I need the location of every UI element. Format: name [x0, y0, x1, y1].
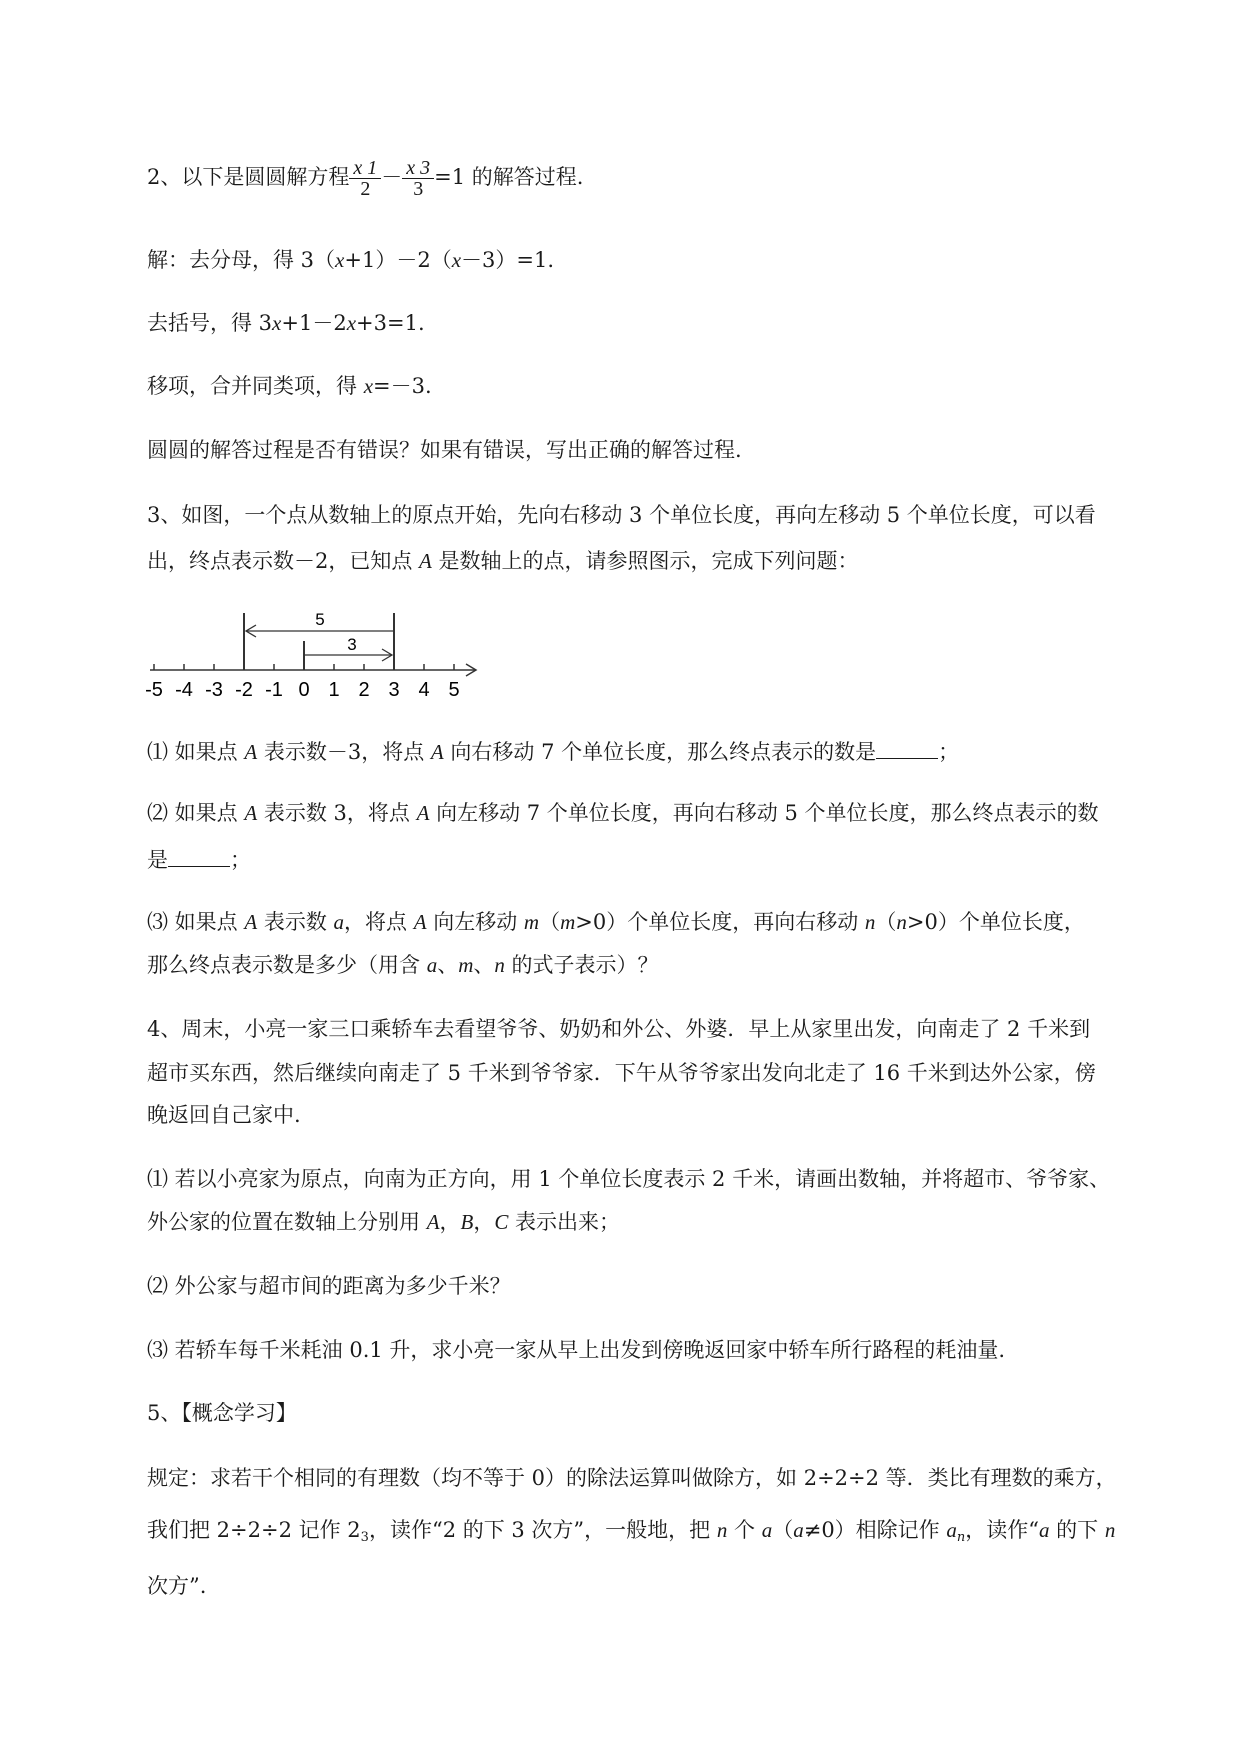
fraction-1-numerator: x 1 [349, 158, 381, 179]
arrow-long-label: 5 [315, 610, 325, 629]
text: 晚返回自己家中. [147, 1103, 301, 1127]
q3-intro-line2 [147, 551, 859, 572]
var-a: a [333, 910, 345, 934]
text: ⑵ 如果点 [147, 801, 245, 825]
fraction-1-denominator: 2 [360, 178, 371, 200]
tick-label: -1 [265, 679, 283, 701]
text: 次方”. [147, 1574, 207, 1598]
text: ⑶ 若轿车每千米耗油 0.1 升，求小亮一家从早上出发到傍晚返回家中轿车所行路程的耗油量. [147, 1338, 1006, 1362]
tick-label: 4 [418, 679, 430, 701]
text: ； [230, 848, 251, 872]
text: ⑴ 如果点 [147, 740, 245, 764]
var-m: m [458, 953, 474, 977]
var-A: A [244, 910, 258, 934]
q2-step1 [147, 250, 554, 271]
q2-intro-end: =1 的解答过程. [434, 165, 584, 189]
var-x: x [346, 311, 357, 335]
text: 是 [147, 848, 168, 872]
fraction-2 [402, 158, 434, 199]
q4-part1-line2 [147, 1212, 620, 1233]
text: 解：去分母，得 3（ [147, 248, 336, 272]
text: ⑶ 如果点 [147, 910, 245, 934]
var-m: m [560, 910, 576, 934]
text: 、 [437, 953, 459, 977]
text: +1－2 [281, 311, 347, 335]
text: +3=1. [356, 311, 425, 335]
text: ， [439, 1210, 461, 1234]
fraction-2-denominator: 3 [413, 178, 424, 200]
var-A: A [416, 801, 430, 825]
text: 个 [727, 1518, 762, 1542]
text: 超市买东西，然后继续向南走了 5 千米到爷爷家．下午从爷爷家出发向北走了 16 千米到达外公家，傍 [147, 1061, 1096, 1085]
fraction-2-numerator: x 3 [402, 158, 434, 179]
text: －3）=1. [461, 248, 555, 272]
var-x: x [272, 311, 282, 335]
var-x: x [451, 248, 462, 272]
var-C: C [494, 1210, 509, 1234]
subscript-3: 3 [360, 1530, 369, 1545]
answer-blank [168, 848, 230, 867]
text: >0）个单位长度，再向右移动 [575, 910, 865, 934]
text: 外公家的位置在数轴上分别用 [147, 1210, 427, 1234]
text: 的下 [1049, 1518, 1105, 1542]
q4-part3 [147, 1340, 1005, 1361]
tick-label: 3 [388, 679, 400, 701]
tick-label: -4 [175, 679, 193, 701]
text: 表示出来； [508, 1210, 621, 1234]
text: 向左移动 [426, 910, 524, 934]
q5-line1 [147, 1468, 1117, 1489]
q3-part1 [147, 740, 959, 763]
text: =－3. [373, 374, 432, 398]
text: 出，终点表示数－2，已知点 [147, 549, 420, 573]
q2-intro: 2、以下是圆圆解方程 $\frac{x 1}{2}$ － $\frac{x 3}{3}$ =1 的解答过程. [147, 157, 584, 200]
var-x: x [363, 374, 374, 398]
text: （ [539, 910, 561, 934]
q2-intro-text: 2、以下是圆圆解方程 [147, 165, 350, 189]
q3-part2-line2 [147, 848, 251, 871]
q3-part3-line2 [147, 955, 659, 976]
tick-label: -3 [205, 679, 223, 701]
text: （ [875, 910, 897, 934]
tick-label: -5 [145, 679, 163, 701]
var-n: n [1104, 1518, 1116, 1542]
text: 移项，合并同类项，得 [147, 374, 364, 398]
text: 我们把 2÷2÷2 记作 2 [147, 1518, 361, 1542]
text: 4、周末，小亮一家三口乘轿车去看望爷爷、奶奶和外公、外婆．早上从家里出发，向南走了 2 千米到 [147, 1017, 1091, 1041]
tick-label: 5 [448, 679, 460, 701]
q3-intro-line1 [147, 505, 1096, 526]
var-A: A [430, 740, 444, 764]
subscript-n: n [956, 1530, 966, 1545]
text: ； [938, 740, 960, 764]
text: ⑴ 若以小亮家为原点，向南为正方向，用 1 个单位长度表示 2 千米，请画出数轴，并将超市、爷爷家、 [147, 1167, 1111, 1191]
text: 5、【概念学习】 [147, 1401, 297, 1425]
q4-line3 [147, 1105, 301, 1126]
answer-blank [876, 740, 938, 759]
var-m: m [523, 910, 540, 934]
var-A: A [413, 910, 427, 934]
q3-part2-line1 [147, 803, 1099, 824]
text: 3、如图，一个点从数轴上的原点开始，先向右移动 3 个单位长度，再向左移动 5 个单位长度，可以看 [147, 503, 1096, 527]
q3-part3-line1 [147, 912, 1085, 933]
text: ，读作“2 的下 3 次方”，一般地，把 [368, 1518, 717, 1542]
q2-step3 [147, 376, 432, 397]
text: 表示数 [257, 910, 334, 934]
text: 规定：求若干个相同的有理数（均不等于 0）的除法运算叫做除方，如 2÷2÷2 等．类比有理数的乘方， [147, 1466, 1117, 1490]
text: 、 [473, 953, 495, 977]
text: ⑵ 外公家与超市间的距离为多少千米？ [147, 1274, 511, 1298]
number-line-figure [140, 605, 490, 705]
text: 去括号，得 3 [147, 311, 273, 335]
var-a: a [426, 953, 438, 977]
text: ， [473, 1210, 495, 1234]
q5-line3 [147, 1576, 206, 1597]
text: 表示数 3，将点 [257, 801, 417, 825]
q2-question [147, 440, 742, 461]
var-n: n [494, 953, 505, 977]
q4-part1-line1 [147, 1169, 1110, 1190]
fraction-1 [349, 158, 381, 199]
text: +1）－2（ [344, 248, 452, 272]
q4-part2 [147, 1276, 511, 1297]
tick-label: -2 [235, 679, 253, 701]
q2-step2 [147, 313, 425, 334]
var-B: B [460, 1210, 474, 1234]
var-a: a [761, 1518, 773, 1542]
var-A: A [426, 1210, 440, 1234]
text: ，读作“ [965, 1518, 1039, 1542]
text: 表示数－3，将点 [257, 740, 431, 764]
text: >0）个单位长度， [906, 910, 1085, 934]
text: 圆圆的解答过程是否有错误？如果有错误，写出正确的解答过程. [147, 438, 742, 462]
var-x: x [335, 248, 345, 272]
tick-label: 2 [358, 679, 370, 701]
text: 是数轴上的点，请参照图示，完成下列问题： [431, 549, 859, 573]
var-a: a [1038, 1518, 1050, 1542]
text: 向右移动 7 个单位长度，那么终点表示的数是 [443, 740, 877, 764]
text: 的式子表示）？ [504, 953, 659, 977]
q4-line2 [147, 1063, 1096, 1084]
arrow-short-label: 3 [347, 635, 357, 654]
q4-line1 [147, 1019, 1090, 1040]
q5-line2 [147, 1520, 1115, 1544]
tick-label: 1 [328, 679, 340, 701]
text: 那么终点表示数是多少（用含 [147, 953, 427, 977]
text: ，将点 [344, 910, 414, 934]
var-n: n [716, 1518, 728, 1542]
var-a: a [793, 1518, 804, 1542]
var-n: n [864, 910, 876, 934]
var-a: a [946, 1518, 957, 1542]
var-A: A [419, 549, 432, 573]
q5-title [147, 1403, 297, 1424]
text: 向左移动 7 个单位长度，再向右移动 5 个单位长度，那么终点表示的数 [429, 801, 1099, 825]
var-n: n [896, 910, 907, 934]
var-A: A [244, 740, 258, 764]
var-A: A [244, 801, 258, 825]
tick-label: 0 [298, 679, 310, 701]
text: （ [772, 1518, 794, 1542]
text: ≠0）相除记作 [803, 1518, 947, 1542]
